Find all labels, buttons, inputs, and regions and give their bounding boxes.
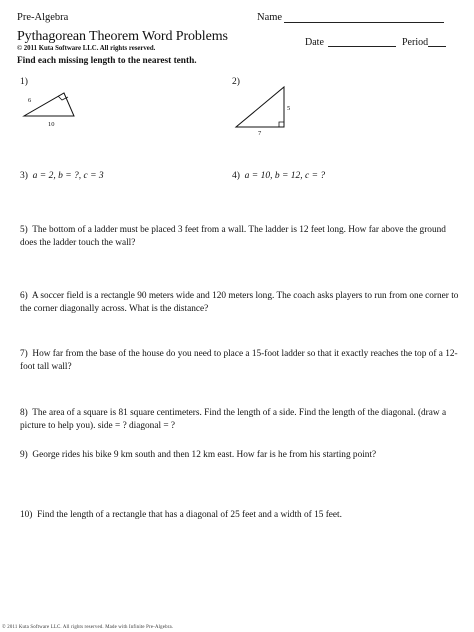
right-triangle-figure-1 — [22, 88, 92, 128]
problem-5 — [20, 224, 460, 250]
name-label: Name — [257, 12, 283, 23]
right-triangle-figure-2 — [234, 86, 304, 136]
instructions: Find each missing length to the nearest tenth. — [17, 56, 197, 66]
problem-6-text: A soccer field is a rectangle 90 meters wide and 120 meters long. The coach asks players to run from one corner to the corner diagonally across. What is the distance? — [20, 291, 459, 314]
problem-7-text: How far from the base of the house do you need to place a 15-foot ladder so that it exactly reaches the top of a 12-foot tall wall? — [20, 349, 458, 372]
problem-8 — [20, 407, 460, 433]
problem-5-number: 5) — [20, 225, 28, 235]
problem-9-number: 9) — [20, 450, 28, 460]
figure-1-leg-label: 6 — [28, 97, 32, 104]
problem-9-text: George rides his bike 9 km south and then 12 km east. How far is he from his starting point? — [32, 450, 377, 460]
problem-5-text: The bottom of a ladder must be placed 3 feet from a wall. The ladder is 12 feet long. How far above the ground does the ladder touch the wall? — [20, 225, 446, 248]
period-field-line[interactable] — [428, 46, 446, 47]
figure-2-base-label: 7 — [258, 130, 262, 137]
figure-1-base-label: 10 — [48, 121, 55, 128]
figure-2-height-label: 5 — [287, 105, 291, 112]
problem-4 — [232, 171, 325, 181]
problem-1-number: 1) — [20, 77, 28, 87]
course-name: Pre-Algebra — [17, 12, 69, 23]
problem-2-number: 2) — [232, 77, 240, 87]
problem-4-number: 4) — [232, 171, 240, 181]
problem-7-number: 7) — [20, 349, 28, 359]
worksheet-title: Pythagorean Theorem Word Problems — [17, 29, 228, 44]
name-field-line[interactable] — [284, 22, 444, 23]
date-field-line[interactable] — [328, 46, 396, 47]
page-footer: © 2011 Kuta Software LLC. All rights reserved. Made with Infinite Pre-Algebra. — [2, 625, 174, 630]
problem-7 — [20, 348, 460, 374]
problem-10-text: Find the length of a rectangle that has a diagonal of 25 feet and a width of 15 feet. — [37, 510, 342, 520]
period-label: Period — [402, 37, 429, 48]
problem-6-number: 6) — [20, 291, 28, 301]
problem-10 — [20, 509, 460, 522]
problem-6 — [20, 290, 460, 316]
problem-8-number: 8) — [20, 408, 28, 418]
problem-3-text: a = 2, b = ?, c = 3 — [32, 171, 104, 181]
problem-8-text: The area of a square is 81 square centimeters. Find the length of a side. Find the length of the diagonal. (draw a picture to help you). side = ? diagonal = ? — [20, 408, 447, 431]
problem-10-number: 10) — [20, 510, 33, 520]
problem-3-number: 3) — [20, 171, 28, 181]
date-label: Date — [305, 37, 324, 48]
problem-4-text: a = 10, b = 12, c = ? — [244, 171, 326, 181]
copyright-notice: © 2011 Kuta Software LLC. All rights reserved. — [17, 45, 156, 52]
problem-3 — [20, 171, 104, 181]
problem-9 — [20, 449, 460, 462]
